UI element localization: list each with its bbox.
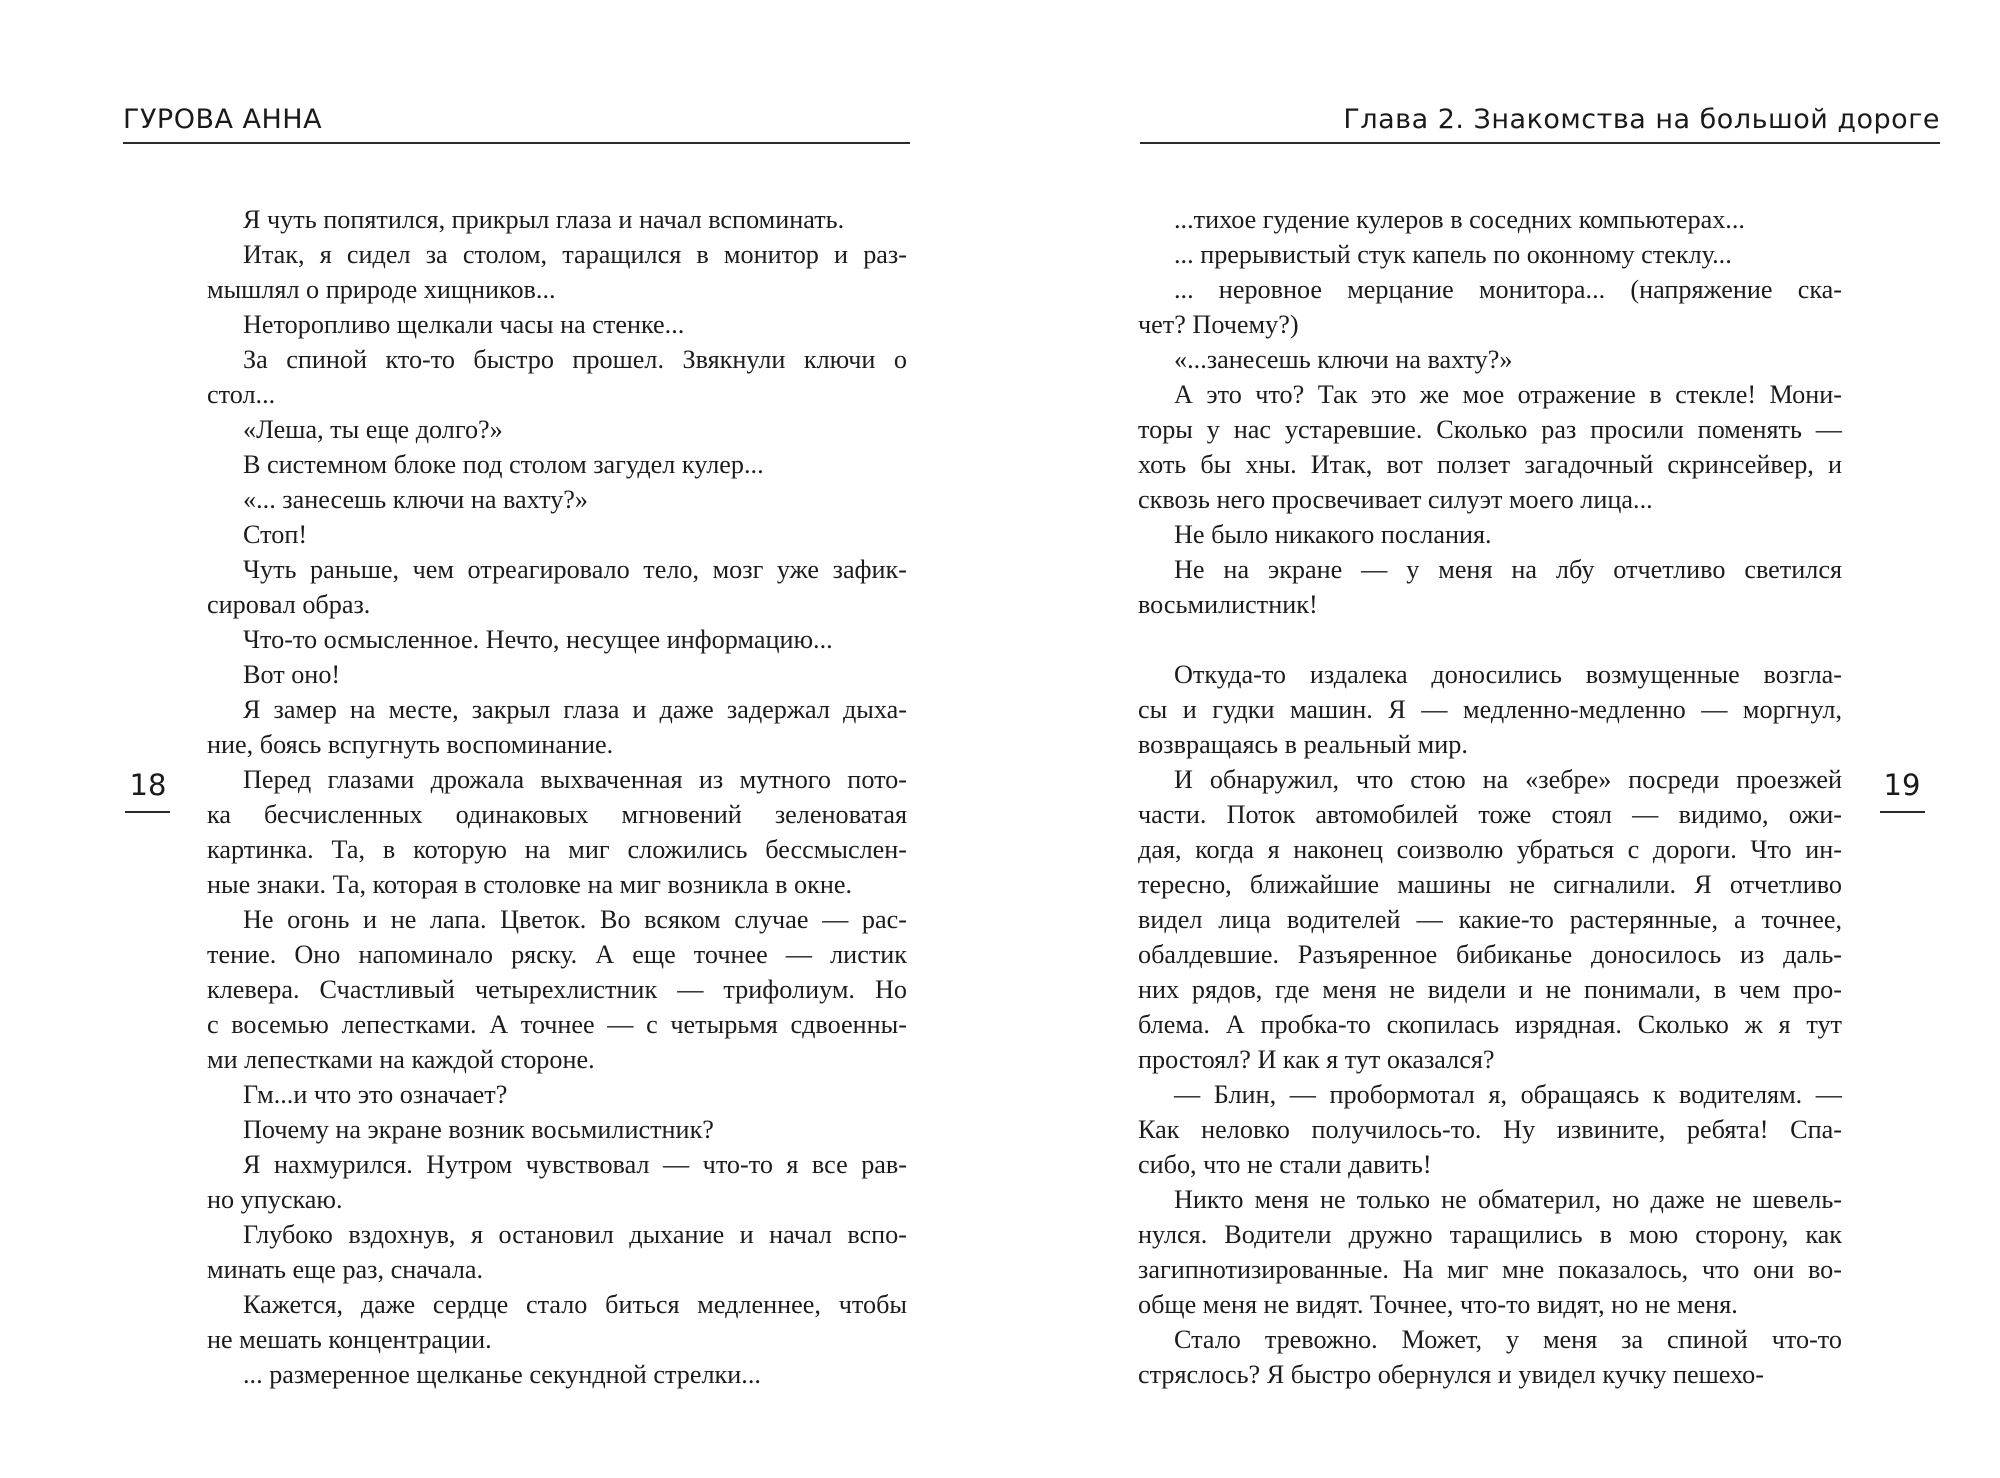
text-line: обще меня не видят. Точнее, что-то видят, но не меня. <box>1138 1290 1738 1319</box>
text-line: минать еще раз, сначала. <box>207 1255 484 1284</box>
text-line: Неторопливо щелкали часы на стенке... <box>243 310 685 339</box>
paragraph <box>207 482 907 517</box>
paragraph <box>1138 1077 1842 1182</box>
text-line: стряслось? Я быстро обернулся и увидел кучку пешехо- <box>1138 1360 1764 1389</box>
paragraph <box>1138 272 1842 342</box>
text-line: части. Поток автомобилей тоже стоял — видимо, ожи- <box>1138 800 1842 829</box>
text-line: простоял? И как я тут оказался? <box>1138 1045 1495 1074</box>
paragraph <box>207 1357 907 1392</box>
paragraph <box>207 552 907 622</box>
page-number-rule <box>1880 811 1925 813</box>
text-line: дая, когда я наконец соизволю убраться с дороги. Что ин- <box>1138 835 1842 864</box>
text-line: Я чуть попятился, прикрыл глаза и начал вспоминать. <box>243 205 845 234</box>
page-number-rule <box>125 811 170 813</box>
text-line: Не на экране — у меня на лбу отчетливо светился <box>1174 555 1842 584</box>
section-break <box>1138 622 1842 657</box>
body-text <box>1138 202 1842 1392</box>
running-head-author: ГУРОВА АННА <box>123 104 323 135</box>
text-line: Откуда-то издалека доносились возмущенные возгла- <box>1174 660 1842 689</box>
page-number: 19 <box>1883 768 1921 802</box>
paragraph <box>207 1147 907 1217</box>
paragraph <box>207 622 907 657</box>
paragraph <box>207 517 907 552</box>
text-line: Чуть раньше, чем отреагировало тело, мозг уже зафик- <box>243 555 907 584</box>
page-number: 18 <box>129 768 167 802</box>
paragraph <box>1138 1322 1842 1392</box>
paragraph <box>207 237 907 307</box>
paragraph <box>1138 552 1842 622</box>
paragraph <box>1138 202 1842 237</box>
paragraph <box>1138 377 1842 517</box>
text-line: Вот оно! <box>243 660 341 689</box>
text-line: них рядов, где меня не видели и не понимали, в чем про- <box>1138 975 1842 1004</box>
text-line: Перед глазами дрожала выхваченная из мутного пото- <box>243 765 907 794</box>
text-line: торы у нас устаревшие. Сколько раз просили поменять — <box>1138 415 1842 444</box>
text-line: Почему на экране возник восьмилистник? <box>243 1115 714 1144</box>
running-head-chapter: Глава 2. Знакомства на большой дороге <box>1343 104 1940 135</box>
paragraph <box>1138 657 1842 762</box>
text-line: Не было никакого послания. <box>1174 520 1492 549</box>
text-line: хоть бы хны. Итак, вот ползет загадочный скринсейвер, и <box>1138 450 1842 479</box>
text-line: клевера. Счастливый четырехлистник — трифолиум. Но <box>207 975 907 1004</box>
paragraph <box>207 1287 907 1357</box>
text-line: сы и гудки машин. Я — медленно-медленно — моргнул, <box>1138 695 1842 724</box>
text-line: Кажется, даже сердце стало биться медленнее, чтобы <box>243 1290 907 1319</box>
paragraph <box>1138 237 1842 272</box>
paragraph <box>207 692 907 762</box>
text-line: Не огонь и не лапа. Цветок. Во всяком случае — рас- <box>243 905 907 934</box>
text-line: ные знаки. Та, которая в столовке на миг возникла в окне. <box>207 870 853 899</box>
paragraph <box>207 202 907 237</box>
text-line: восьмилистник! <box>1138 590 1318 619</box>
paragraph <box>207 657 907 692</box>
text-line: Глубоко вздохнув, я остановил дыхание и начал вспо- <box>243 1220 907 1249</box>
paragraph <box>207 762 907 902</box>
text-line: тересно, ближайшие машины не сигналили. Я отчетливо <box>1138 870 1842 899</box>
text-line: тение. Оно напоминало ряску. А еще точнее — листик <box>207 940 907 969</box>
text-line: ми лепестками на каждой стороне. <box>207 1045 595 1074</box>
text-line: «...занесешь ключи на вахту?» <box>1174 345 1513 374</box>
right-page <box>1000 0 2000 1478</box>
text-line: видел лица водителей — какие-то растерянные, а точнее, <box>1138 905 1842 934</box>
text-line: Я нахмурился. Нутром чувствовал — что-то я все рав- <box>243 1150 907 1179</box>
text-line: картинка. Та, в которую на миг сложились бессмыслен- <box>207 835 907 864</box>
text-line: мышлял о природе хищников... <box>207 275 556 304</box>
paragraph <box>207 342 907 412</box>
text-line: ... прерывистый стук капель по оконному стеклу... <box>1174 240 1732 269</box>
paragraph <box>207 447 907 482</box>
text-line: блема. А пробка-то скопилась изрядная. Сколько ж я тут <box>1138 1010 1842 1039</box>
text-line: Как неловко получилось-то. Ну извините, ребята! Спа- <box>1138 1115 1842 1144</box>
header-rule <box>123 142 910 144</box>
text-line: загипнотизированные. На миг мне показалось, что они во- <box>1138 1255 1842 1284</box>
text-line: обалдевшие. Разъяренное бибиканье доносилось из даль- <box>1138 940 1842 969</box>
paragraph <box>207 412 907 447</box>
text-line: но упускаю. <box>207 1185 343 1214</box>
text-line: не мешать концентрации. <box>207 1325 492 1354</box>
text-line: Я замер на месте, закрыл глаза и даже задержал дыха- <box>243 695 907 724</box>
text-line: с восемью лепестками. А точнее — с четырьмя сдвоенны- <box>207 1010 907 1039</box>
text-line: «... занесешь ключи на вахту?» <box>243 485 589 514</box>
text-line: Стало тревожно. Может, у меня за спиной что-то <box>1174 1325 1842 1354</box>
text-line: ... размеренное щелканье секундной стрелки... <box>243 1360 761 1389</box>
text-line: сибо, что не стали давить! <box>1138 1150 1432 1179</box>
paragraph <box>1138 1182 1842 1322</box>
text-line: За спиной кто-то быстро прошел. Звякнули ключи о <box>243 345 907 374</box>
text-line: ка бесчисленных одинаковых мгновений зеленоватая <box>207 800 907 829</box>
header-rule <box>1140 142 1940 144</box>
text-line: сировал образ. <box>207 590 371 619</box>
text-line: — Блин, — пробормотал я, обращаясь к водителям. — <box>1174 1080 1842 1109</box>
text-line: А это что? Так это же мое отражение в стекле! Мони- <box>1174 380 1842 409</box>
paragraph <box>207 307 907 342</box>
text-line: ...тихое гудение кулеров в соседних компьютерах... <box>1174 205 1745 234</box>
paragraph <box>207 1112 907 1147</box>
text-line: ... неровное мерцание монитора... (напряжение ска- <box>1174 275 1842 304</box>
text-line: нулся. Водители дружно таращились в мою сторону, как <box>1138 1220 1842 1249</box>
text-line: Что-то осмысленное. Нечто, несущее информацию... <box>243 625 833 654</box>
paragraph <box>207 1217 907 1287</box>
paragraph <box>1138 517 1842 552</box>
text-line: Стоп! <box>243 520 308 549</box>
text-line: «Леша, ты еще долго?» <box>243 415 503 444</box>
text-line: стол... <box>207 380 276 409</box>
text-line: возвращаясь в реальный мир. <box>1138 730 1468 759</box>
text-line: Гм...и что это означает? <box>243 1080 508 1109</box>
text-line: чет? Почему?) <box>1138 310 1299 339</box>
paragraph <box>207 902 907 1077</box>
body-text <box>207 202 907 1392</box>
text-line: Итак, я сидел за столом, таращился в монитор и раз- <box>243 240 907 269</box>
paragraph <box>1138 762 1842 1077</box>
text-line: В системном блоке под столом загудел кулер... <box>243 450 764 479</box>
text-line: И обнаружил, что стою на «зебре» посреди проезжей <box>1174 765 1842 794</box>
text-line: ние, боясь вспугнуть воспоминание. <box>207 730 614 759</box>
text-line: Никто меня не только не обматерил, но даже не шевель- <box>1174 1185 1842 1214</box>
paragraph <box>207 1077 907 1112</box>
text-line: сквозь него просвечивает силуэт моего лица... <box>1138 485 1653 514</box>
paragraph <box>1138 342 1842 377</box>
